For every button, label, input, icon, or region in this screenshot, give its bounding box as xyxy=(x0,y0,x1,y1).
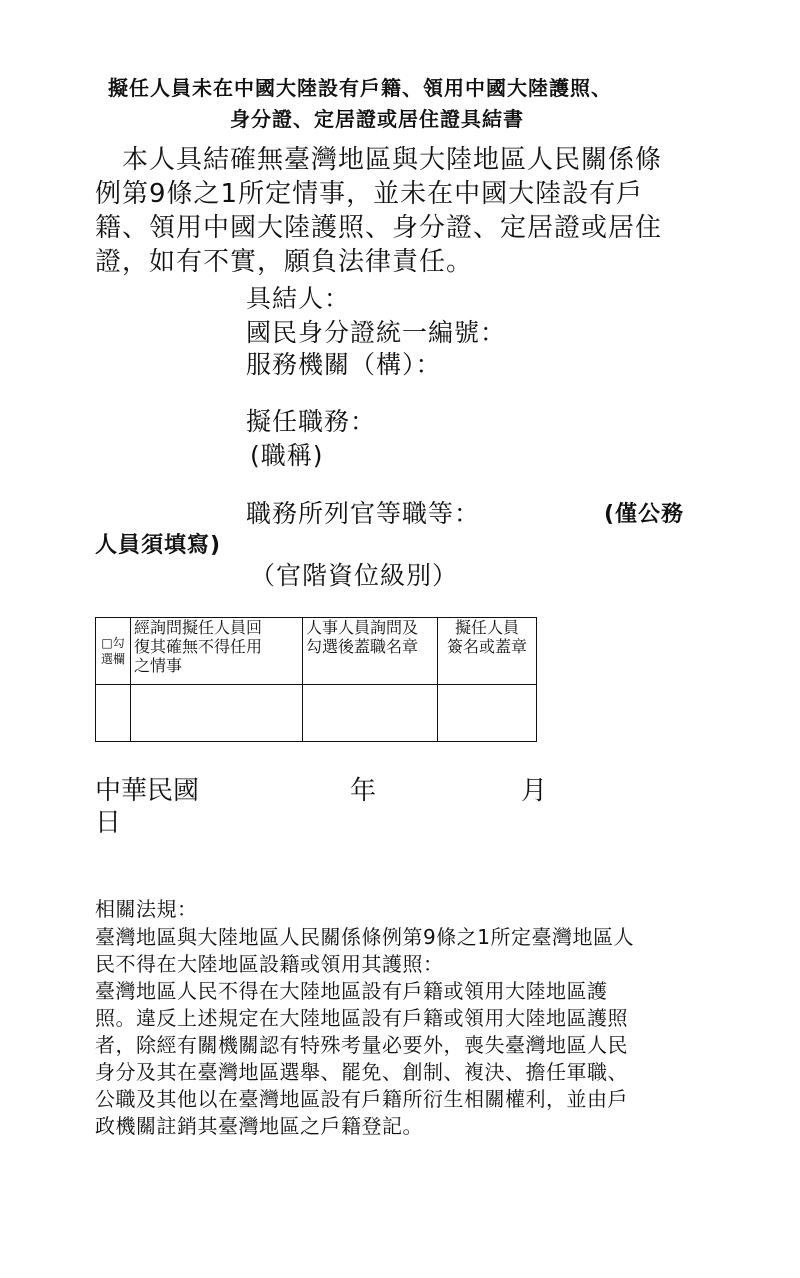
date-month: 月 xyxy=(521,776,548,806)
declaration-line: 本人具結確無臺灣地區與大陸地區人民關係條 xyxy=(95,145,663,175)
signature-column-header: 擬任人員 簽名或蓋章 xyxy=(438,618,537,685)
document-title-line1: 擬任人員未在中國大陸設有戶籍、領用中國大陸護照、 xyxy=(108,76,612,100)
check-cell[interactable] xyxy=(96,685,131,742)
declaration-paragraph xyxy=(95,143,705,279)
rank-label: 職務所列官等職等： xyxy=(246,499,481,528)
declaration-line: 籍、領用中國大陸護照、身分證、定居證或居住 xyxy=(95,213,663,243)
rank-note-part2: 人員須填寫) xyxy=(95,533,222,558)
agency-label: 服務機關（構）： xyxy=(246,350,442,379)
confirmation-table xyxy=(95,617,537,742)
id-number-label: 國民身分證統一編號： xyxy=(246,318,507,347)
law-line: 公職及其他以在臺灣地區設有戶籍所衍生相關權利，並由戶 xyxy=(95,1087,628,1111)
rank-grade-label: （官階資位級別） xyxy=(250,561,459,590)
law-line: 照。違反上述規定在大陸地區設有戶籍或領用大陸地區護照 xyxy=(95,1006,628,1030)
inquiry-cell[interactable] xyxy=(131,685,303,742)
date-year: 年 xyxy=(350,776,377,806)
hr-stamp-column-header: 人事人員詢問及 勾選後蓋職名章 xyxy=(303,618,438,685)
rank-note-part1: (僅公務 xyxy=(604,502,685,527)
signature-cell[interactable] xyxy=(438,685,537,742)
law-text xyxy=(95,924,695,1140)
position-title-label: (職稱) xyxy=(250,441,324,470)
date-era: 中華民國 xyxy=(95,776,200,806)
declaration-line: 例第9條之1所定情事，並未在中國大陸設有戶 xyxy=(95,179,644,209)
declarant-label: 具結人： xyxy=(246,284,351,313)
inquiry-column-header: 經詢問擬任人員回 復其確無不得任用 之情事 xyxy=(131,618,303,685)
law-line: 政機關註銷其臺灣地區之戶籍登記。 xyxy=(95,1114,423,1138)
check-column-header: □勾 選欄 xyxy=(96,618,131,685)
law-heading: 相關法規： xyxy=(95,897,198,921)
hr-stamp-cell[interactable] xyxy=(303,685,438,742)
document-title-line2: 身分證、定居證或居住證具結書 xyxy=(230,107,524,131)
law-line: 臺灣地區人民不得在大陸地區設有戶籍或領用大陸地區護 xyxy=(95,979,608,1003)
law-line: 者，除經有關機關認有特殊考量必要外，喪失臺灣地區人民 xyxy=(95,1033,628,1057)
date-day: 日 xyxy=(95,808,122,838)
position-label: 擬任職務： xyxy=(246,407,377,436)
law-line: 民不得在大陸地區設籍或領用其護照： xyxy=(95,952,444,976)
law-line: 身分及其在臺灣地區選舉、罷免、創制、複決、擔任軍職、 xyxy=(95,1060,628,1084)
law-line: 臺灣地區與大陸地區人民關係條例第9條之1所定臺灣地區人 xyxy=(95,925,634,949)
declaration-line: 證，如有不實，願負法律責任。 xyxy=(95,247,474,277)
